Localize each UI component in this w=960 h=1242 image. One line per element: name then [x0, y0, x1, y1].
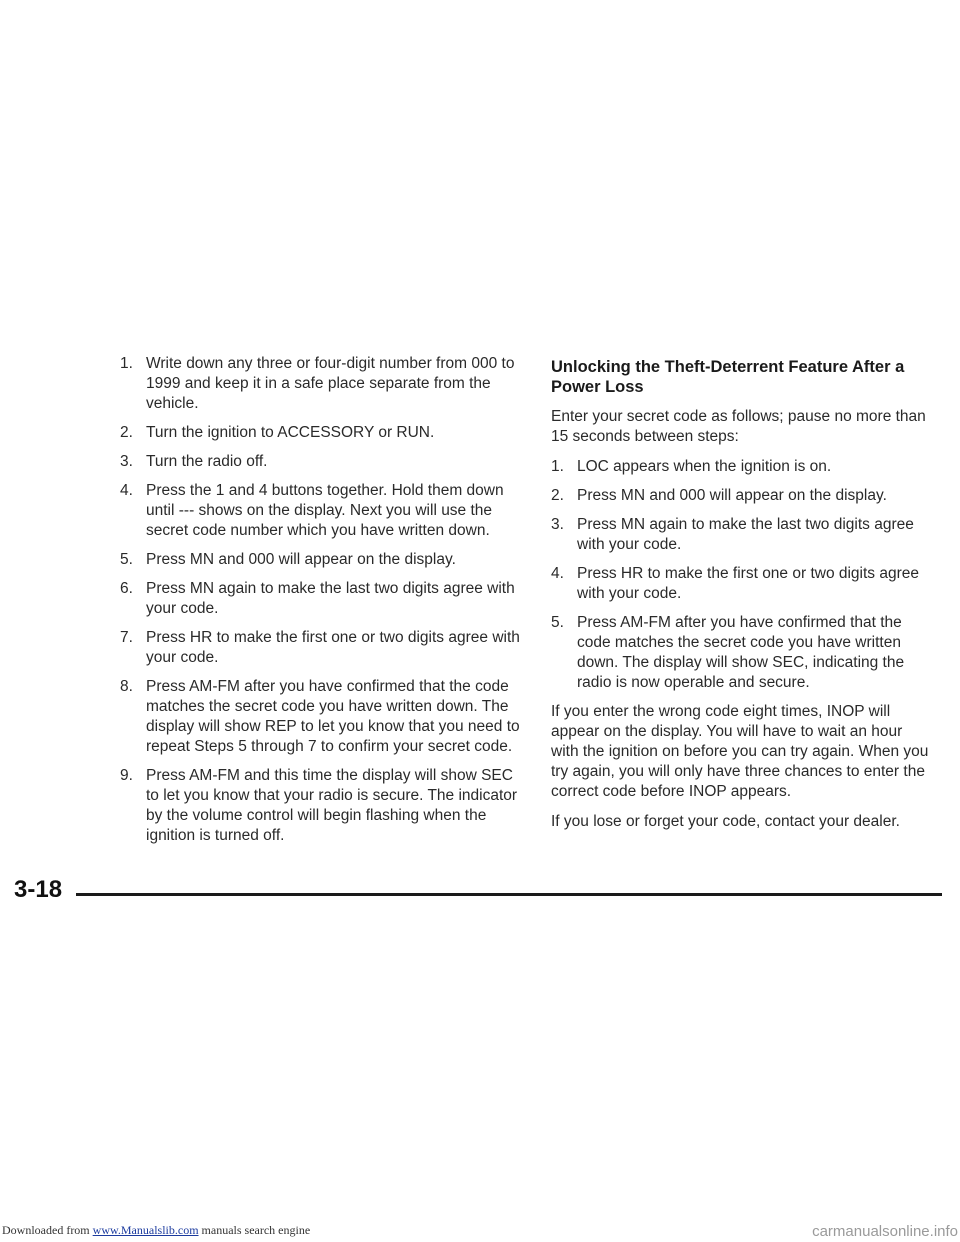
- watermark-right: carmanualsonline.info: [812, 1223, 958, 1240]
- setup-steps-list: [120, 354, 520, 846]
- list-item: 6. Press MN again to make the last two digits agree with your code.: [120, 580, 515, 617]
- list-item: 3. Turn the radio off.: [120, 453, 268, 470]
- intro-paragraph: Enter your secret code as follows; pause no more than 15 seconds between steps:: [551, 408, 926, 445]
- watermark-left: Downloaded from www.Manualslib.com manuals search engine: [2, 1223, 311, 1237]
- footer-rule: [76, 893, 942, 896]
- watermark: [2, 1223, 958, 1240]
- list-item: 4. Press the 1 and 4 buttons together. Hold them down until --- shows on the display. Next you will use the secret code number which you have written down.: [120, 482, 504, 539]
- list-item: 2. Turn the ignition to ACCESSORY or RUN.: [120, 424, 435, 441]
- list-item: 2. Press MN and 000 will appear on the display.: [551, 487, 887, 504]
- list-item: 3. Press MN again to make the last two digits agree with your code.: [551, 516, 914, 553]
- left-column: [120, 354, 520, 855]
- list-item: 1. Write down any three or four-digit number from 000 to 1999 and keep it in a safe place separate from the vehicle.: [120, 355, 515, 412]
- list-item: 4. Press HR to make the first one or two digits agree with your code.: [551, 565, 920, 602]
- unlock-steps-list: [551, 457, 931, 693]
- right-column: [551, 354, 931, 842]
- wrong-code-paragraph: If you enter the wrong code eight times, INOP will appear on the display. You will have to wait an hour with the ignition on before you can try again. When you try again, you will only have three chances to enter the correct code before INOP appears.: [551, 703, 929, 800]
- section-heading: Unlocking the Theft-Deterrent Feature After a Power Loss: [551, 358, 905, 396]
- list-item: 7. Press HR to make the first one or two digits agree with your code.: [120, 629, 520, 666]
- list-item: 5. Press MN and 000 will appear on the display.: [120, 551, 456, 568]
- list-item: 9. Press AM-FM and this time the display will show SEC to let you know that your radio is secure. The indicator by the volume control will begin flashing when the ignition is turned off.: [120, 767, 518, 844]
- page-number: 3-18: [14, 876, 63, 903]
- manualslib-link[interactable]: www.Manualslib.com: [92, 1223, 199, 1237]
- list-item: 1. LOC appears when the ignition is on.: [551, 458, 832, 475]
- list-item: 8. Press AM-FM after you have confirmed that the code matches the secret code you have written down. The display will show REP to let you know that you need to repeat Steps 5 through 7 to confirm your secret code.: [120, 678, 520, 755]
- list-item: 5. Press AM-FM after you have confirmed that the code matches the secret code you have written down. The display will show SEC, indicating the radio is now operable and secure.: [551, 614, 905, 691]
- lost-code-paragraph: If you lose or forget your code, contact your dealer.: [551, 813, 900, 830]
